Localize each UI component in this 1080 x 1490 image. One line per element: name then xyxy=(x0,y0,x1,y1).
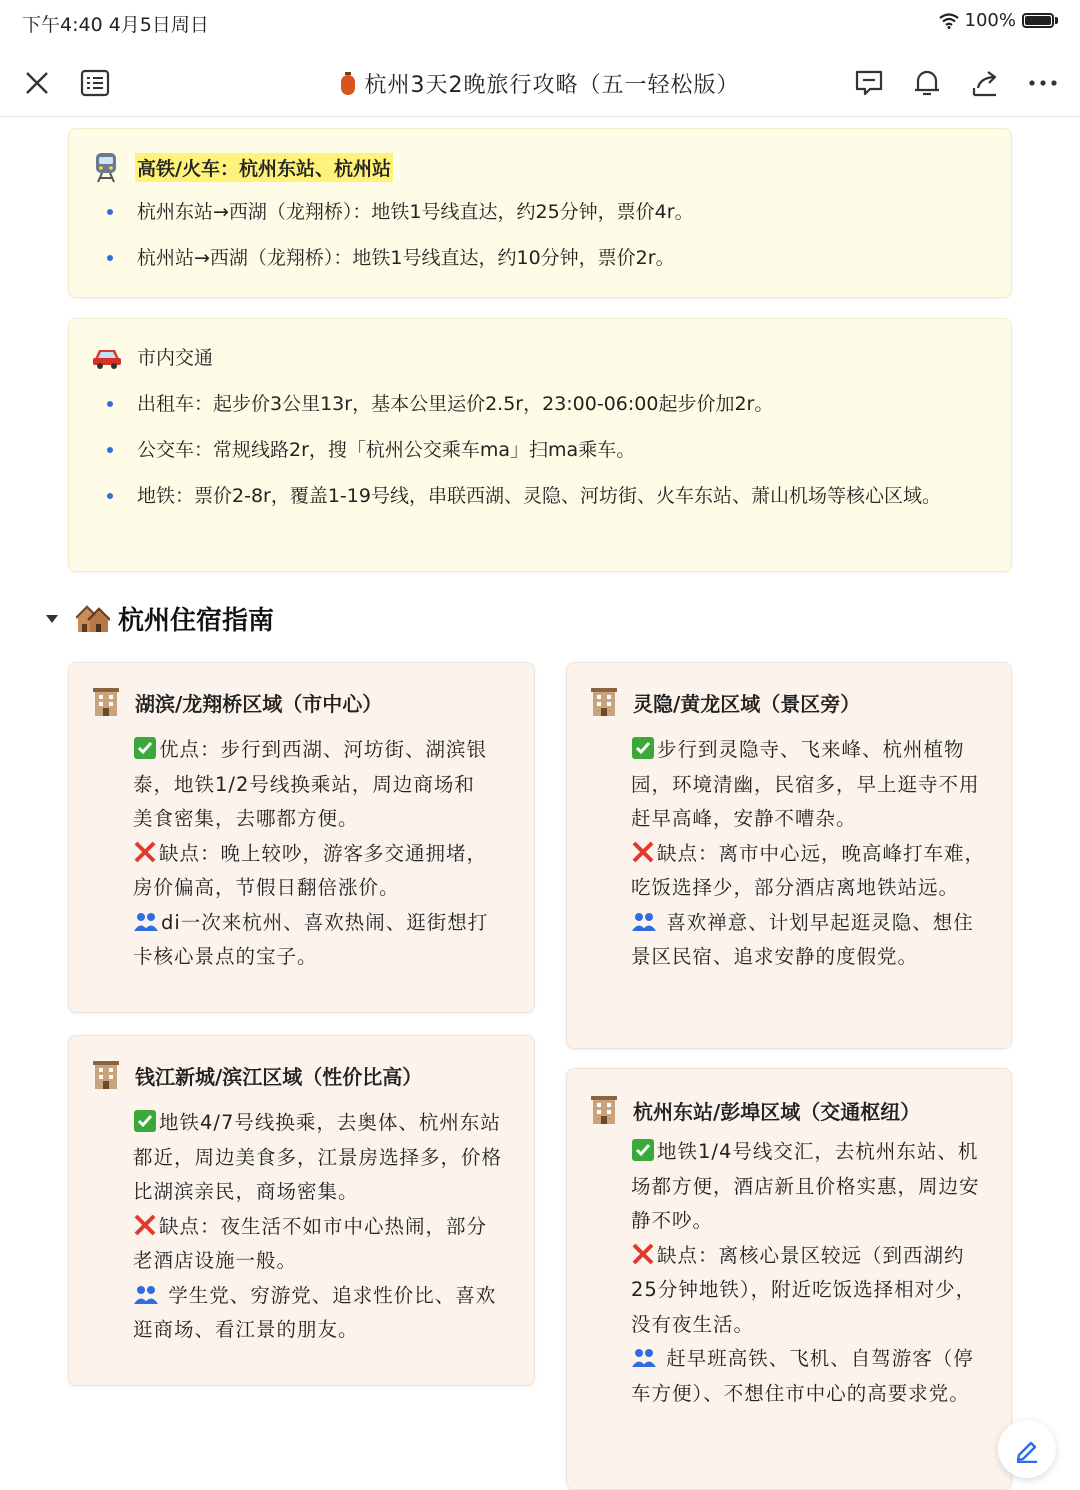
list-item: 杭州站→西湖（龙翔桥）：地铁1号线直达，约10分钟，票价2r。 xyxy=(137,241,694,275)
check-icon xyxy=(631,736,655,760)
pros-text: 地铁1/4号线交汇，去杭州东站、机场都方便，酒店新且价格实惠，周边安静不吵。 xyxy=(631,1140,980,1232)
hotel-icon xyxy=(589,1095,619,1125)
card-title xyxy=(91,1060,422,1090)
wifi-icon xyxy=(939,13,959,29)
list-item: 杭州东站→西湖（龙翔桥）：地铁1号线直达，约25分钟，票价4r。 xyxy=(137,195,694,229)
card-title xyxy=(589,1095,920,1125)
accommodation-card xyxy=(68,1035,535,1386)
cons-text: 缺点：离市中心远，晚高峰打车难，吃饭选择少，部分酒店离地铁站远。 xyxy=(631,841,986,899)
car-icon xyxy=(91,344,123,370)
card-title xyxy=(589,687,860,717)
cons-text: 缺点：夜生活不如市中心热闹，部分老酒店设施一般。 xyxy=(133,1214,488,1272)
bullet-list xyxy=(137,195,694,287)
more-icon[interactable] xyxy=(1026,66,1060,100)
pros-text: 优点：步行到西湖、河坊街、湖滨银泰，地铁1/2号线换乘站，周边商场和美食密集，去哪都方便。 xyxy=(133,738,488,830)
callout-heading xyxy=(91,151,393,183)
cons-text: 缺点：晚上较吵，游客多交通拥堵，房价偏高，节假日翻倍涨价。 xyxy=(133,841,488,899)
callout-heading xyxy=(91,343,213,370)
people-icon xyxy=(133,911,159,933)
bell-icon[interactable] xyxy=(910,66,944,100)
status-bar xyxy=(0,0,1080,44)
hotel-icon xyxy=(91,687,121,717)
audience-text: di一次来杭州、喜欢热闹、逛街想打卡核心景点的宝子。 xyxy=(133,910,489,968)
list-item: 出租车：起步价3公里13r，基本公里运价2.5r，23:00-06:00起步价加2r。 xyxy=(137,387,957,421)
cons-text: 缺点：离核心景区较远（到西湖约25分钟地铁），附近吃饭选择相对少，没有夜生活。 xyxy=(631,1243,977,1336)
edit-icon xyxy=(1013,1435,1041,1463)
accommodation-card xyxy=(566,1068,1012,1490)
edit-button[interactable] xyxy=(998,1420,1056,1478)
card-title-text: 湖滨/龙翔桥区域（市中心） xyxy=(135,691,383,716)
audience-text: 赶早班高铁、飞机、自驾游客（停车方便）、不想住市中心的高要求党。 xyxy=(631,1347,974,1405)
cross-icon xyxy=(631,1242,655,1266)
card-body xyxy=(631,733,987,975)
collapse-toggle-icon[interactable] xyxy=(46,615,58,623)
card-title-text: 杭州东站/彭埠区域（交通枢纽） xyxy=(633,1099,921,1124)
section-title: 杭州住宿指南 xyxy=(118,606,275,636)
battery-icon xyxy=(1022,13,1054,28)
status-time: 下午4:40 4月5日周日 xyxy=(22,14,209,36)
comment-icon[interactable] xyxy=(852,66,886,100)
pros-text: 地铁4/7号线换乘，去奥体、杭州东站都近，周边美食多，江景房选择多，价格比湖滨亲民，商场密集。 xyxy=(133,1111,503,1203)
list-item: 地铁：票价2-8r，覆盖1-19号线，串联西湖、灵隐、河坊街、火车东站、萧山机场等核心区域。 xyxy=(137,479,957,513)
lantern-icon xyxy=(341,75,355,95)
share-icon[interactable] xyxy=(968,66,1002,100)
card-title-text: 灵隐/黄龙区域（景区旁） xyxy=(633,691,861,716)
callout-title: 市内交通 xyxy=(137,347,214,369)
audience-text: 喜欢禅意、计划早起逛灵隐、想住景区民宿、追求安静的度假党。 xyxy=(631,910,974,968)
doc-title-text: 杭州3天2晚旅行攻略（五一轻松版） xyxy=(364,73,740,98)
pros-text: 步行到灵隐寺、飞来峰、杭州植物园，环境清幽，民宿多，早上逛寺不用赶早高峰，安静不嘈杂。 xyxy=(631,738,980,830)
document-toolbar xyxy=(0,50,1080,117)
train-callout xyxy=(68,128,1012,298)
houses-icon xyxy=(76,604,110,634)
hotel-icon xyxy=(589,687,619,717)
accommodation-card xyxy=(566,662,1012,1049)
callout-title: 高铁/火车：杭州东站、杭州站 xyxy=(135,153,393,182)
people-icon xyxy=(631,1347,657,1369)
hotel-icon xyxy=(91,1060,121,1090)
card-body xyxy=(133,733,493,975)
audience-text: 学生党、穷游党、追求性价比、喜欢逛商场、看江景的朋友。 xyxy=(133,1283,497,1341)
check-icon xyxy=(133,1109,157,1133)
list-item: 公交车：常规线路2r，搜「杭州公交乘车ma」扫ma乘车。 xyxy=(137,433,957,467)
check-icon xyxy=(133,736,157,760)
check-icon xyxy=(631,1138,655,1162)
card-body xyxy=(631,1135,991,1411)
cross-icon xyxy=(133,1213,157,1237)
cross-icon xyxy=(631,840,655,864)
card-title-text: 钱江新城/滨江区域（性价比高） xyxy=(135,1064,423,1089)
people-icon xyxy=(133,1284,159,1306)
battery-percent: 100% xyxy=(964,10,1016,31)
accommodation-card xyxy=(68,662,535,1013)
bullet-list xyxy=(137,387,957,525)
people-icon xyxy=(631,911,657,933)
city-transport-callout xyxy=(68,318,1012,572)
section-heading xyxy=(46,600,274,637)
card-title xyxy=(91,687,382,717)
status-indicators xyxy=(939,10,1058,31)
cross-icon xyxy=(133,840,157,864)
card-body xyxy=(133,1106,505,1348)
train-icon xyxy=(91,151,121,183)
